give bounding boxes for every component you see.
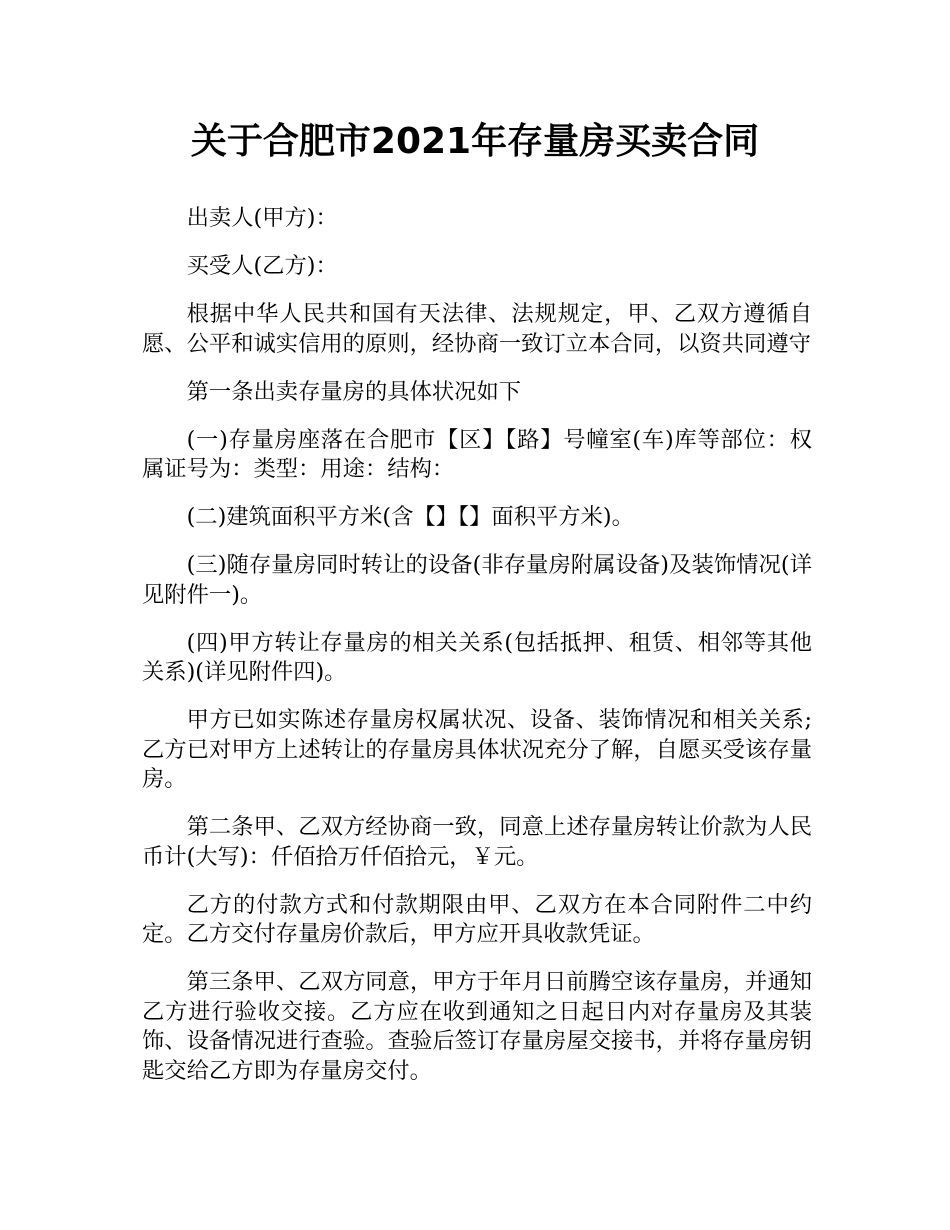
paragraph-article-3: 第三条甲、乙双方同意，甲方于年月日前腾空该存量房，并通知乙方进行验收交接。乙方应在收到通知之日起日内对存量房及其装饰、设备情况进行查验。查验后签订存量房屋交接书，并将存量房钥匙交给乙方即为存量房交付。	[142, 969, 812, 1084]
paragraph-item-4: (四)甲方转让存量房的相关关系(包括抵押、租赁、相邻等其他关系)(详见附件四)。	[142, 629, 812, 685]
paragraph-item-3: (三)随存量房同时转让的设备(非存量房附属设备)及装饰情况(详见附件一)。	[142, 552, 812, 608]
paragraph-article-1: 第一条出卖存量房的具体状况如下	[186, 378, 522, 405]
paragraph-item-2: (二)建筑面积平方米(含【】【】面积平方米)。	[186, 504, 634, 530]
paragraph-buyer: 买受人(乙方)：	[186, 253, 338, 279]
document-body	[142, 204, 812, 1105]
paragraph-statement: 甲方已如实陈述存量房权属状况、设备、装饰情况和相关关系;乙方已对甲方上述转让的存量房具体状况充分了解，自愿买受该存量房。	[142, 707, 812, 792]
paragraph-preamble: 根据中华人民共和国有天法律、法规规定，甲、乙双方遵循自愿、公平和诚实信用的原则，经协商一致订立本合同，以资共同遵守	[142, 301, 812, 357]
paragraph-payment: 乙方的付款方式和付款期限由甲、乙双方在本合同附件二中约定。乙方交付存量房价款后，甲方应开具收款凭证。	[142, 891, 812, 947]
paragraph-seller: 出卖人(甲方)：	[186, 205, 338, 231]
document-title: 关于合肥市2021年存量房买卖合同	[190, 121, 760, 162]
paragraph-article-2: 第二条甲、乙双方经协商一致，同意上述存量房转让价款为人民币计(大写)：仟佰拾万仟佰拾元，￥元。	[142, 814, 812, 870]
paragraph-item-1: (一)存量房座落在合肥市【区】【路】号幢室(车)库等部位：权属证号为：类型：用途：结构：	[142, 426, 812, 482]
